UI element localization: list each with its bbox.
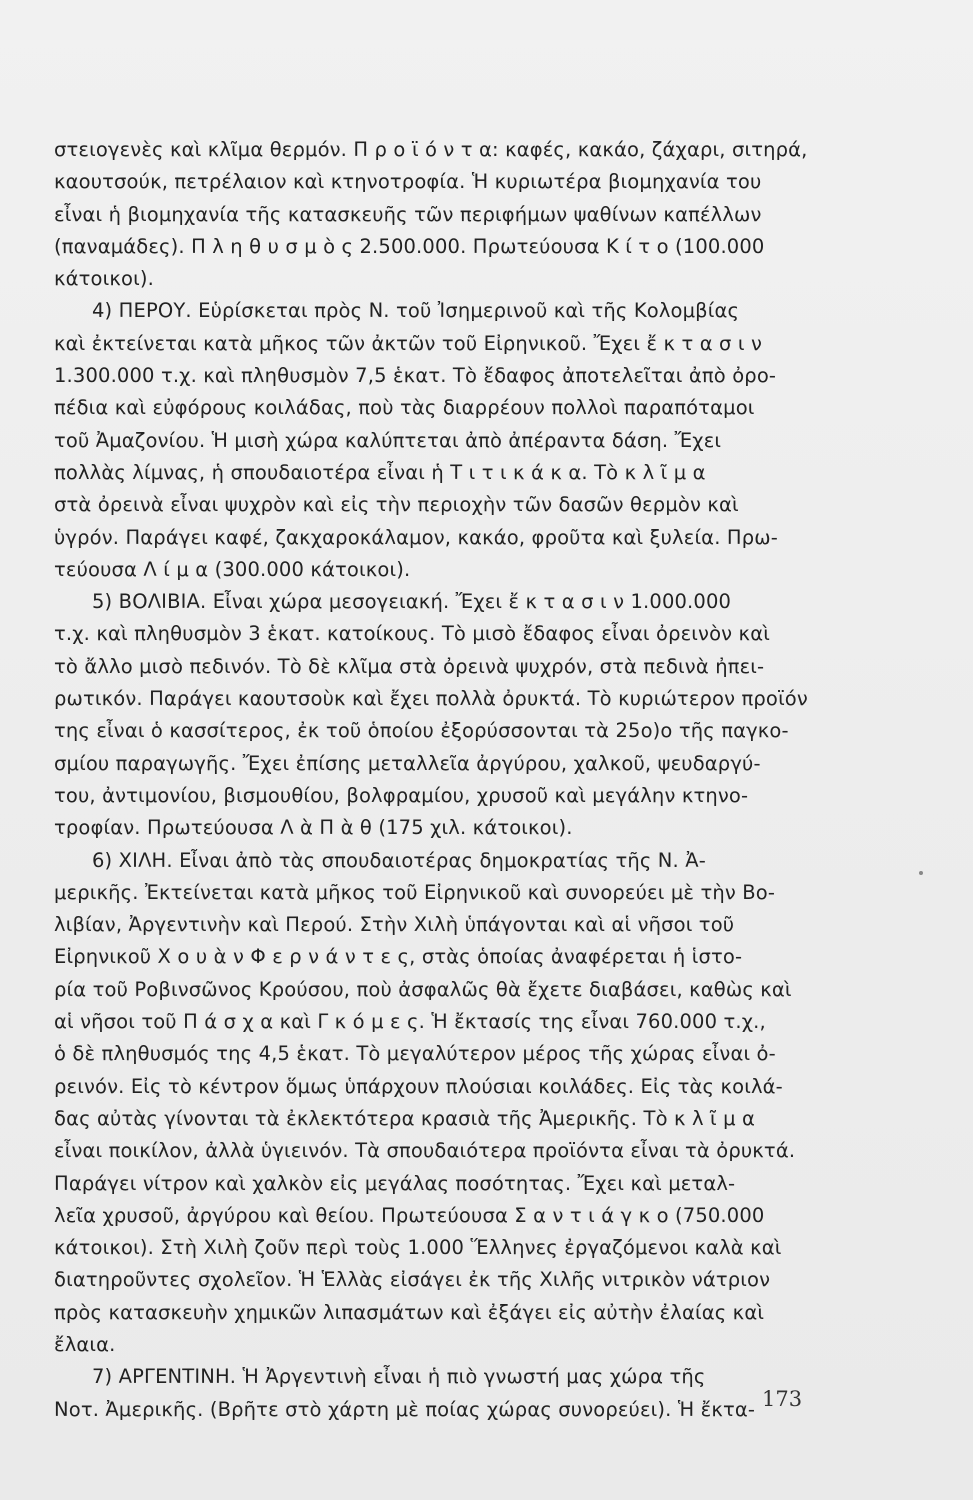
text-line: στὰ ὀρεινὰ εἶναι ψυχρὸν καὶ εἰς τὴν περιοχὴν τῶν δασῶν θερμὸν καὶ [54,493,739,517]
text-line: ὁ δὲ πληθυσμός της 4,5 ἑκατ. Τὸ μεγαλύτερον μέρος τῆς χώρας εἶναι ὀ- [54,1042,776,1066]
text-line: στειογενὲς καὶ κλῖμα θερμόν. Π ρ ο ϊ ό ν τ α: καφές, κακάο, ζάχαρι, σιτηρά, [54,138,808,161]
text-line: αἱ νῆσοι τοῦ Π ά σ χ α καὶ Γ κ ό μ ε ς. Ἡ ἔκτασίς της εἶναι 760.000 τ.χ., [54,1010,766,1034]
text-line: πέδια καὶ εὐφόρους κοιλάδας, ποὺ τὰς διαρρέουν πολλοὶ παραπόταμοι [54,396,755,420]
text-line: τ.χ. καὶ πληθυσμὸν 3 ἑκατ. κατοίκους. Τὸ μισὸ ἔδαφος εἶναι ὀρεινὸν καὶ [54,622,770,646]
text-line: του, ἀντιμονίου, βισμουθίου, βολφραμίου, χρυσοῦ καὶ μεγάλην κτηνο- [54,783,749,807]
text-line: λιβίαν, Ἀργεντινὴν καὶ Περού. Στὴν Χιλὴ ὑπάγονται καὶ αἱ νῆσοι τοῦ [54,913,735,937]
text-line: τὸ ἄλλο μισὸ πεδινόν. Τὸ δὲ κλῖμα στὰ ὀρεινὰ ψυχρόν, στὰ πεδινὰ ἠπει- [54,654,765,678]
text-line: δας αὐτὰς γίνονται τὰ ἐκλεκτότερα κρασιὰ τῆς Ἀμερικῆς. Τὸ κ λ ῖ μ α [54,1106,756,1130]
text-line: κάτοικοι). Στὴ Χιλὴ ζοῦν περὶ τοὺς 1.000 Ἕλληνες ἐργαζόμενοι καλὰ καὶ [54,1236,782,1260]
text-line: ρία τοῦ Ροβινσῶνος Κρούσου, ποὺ ἀσφαλῶς θὰ ἔχετε διαβάσει, καθὼς καὶ [54,977,792,1001]
text-line: ὑγρόν. Παράγει καφέ, ζακχαροκάλαμον, κακάο, φροῦτα καὶ ξυλεία. Πρω- [54,525,778,549]
paper-speck [919,871,923,875]
text-line: τροφίαν. Πρωτεύουσα Λ ὰ Π ὰ θ (175 χιλ. κάτοικοι). [54,816,573,840]
text-line: εἶναι ἡ βιομηχανία τῆς κατασκευῆς τῶν περιφήμων ψαθίνων καπέλλων [54,202,762,226]
text-line: πολλὰς λίμνας, ἡ σπουδαιοτέρα εἶναι ἡ Τ ι τ ι κ ά κ α. Τὸ κ λ ῖ μ α [54,460,706,484]
body-text [54,134,808,1426]
text-line: καὶ ἐκτείνεται κατὰ μῆκος τῶν ἀκτῶν τοῦ Εἰρηνικοῦ. Ἔχει ἔ κ τ α σ ι ν [54,331,763,355]
text-line: 7) ΑΡΓΕΝΤΙΝΗ. Ἡ Ἀργεντινὴ εἶναι ἡ πιὸ γνωστή μας χώρα τῆς [92,1365,706,1389]
text-line: Παράγει νίτρον καὶ χαλκὸν εἰς μεγάλας ποσότητας. Ἔχει καὶ μεταλ- [54,1171,736,1195]
text-line: 5) ΒΟΛΙΒΙΑ. Εἶναι χώρα μεσογειακή. Ἔχει ἔ κ τ α σ ι ν 1.000.000 [92,590,732,614]
text-line: ρεινόν. Εἰς τὸ κέντρον ὅμως ὑπάρχουν πλούσιαι κοιλάδες. Εἰς τὰς κοιλά- [54,1074,783,1098]
text-line: κάτοικοι). [54,267,154,291]
text-line: τεύουσα Λ ί μ α (300.000 κάτοικοι). [54,557,411,581]
text-line: σμίου παραγωγῆς. Ἔχει ἐπίσης μεταλλεῖα ἀργύρου, χαλκοῦ, ψευδαργύ- [54,751,761,775]
text-line: της εἶναι ὁ κασσίτερος, ἐκ τοῦ ὁποίου ἐξορύσσονται τὰ 25ο)ο τῆς παγκο- [54,719,789,743]
text-line: Νοτ. Ἀμερικῆς. (Βρῆτε στὸ χάρτη μὲ ποίας χώρας συνορεύει). Ἡ ἔκτα- [54,1397,756,1421]
page-number: 173 [762,1387,803,1411]
text-line: ἔλαια. [54,1332,116,1356]
text-line: 6) ΧΙΛΗ. Εἶναι ἀπὸ τὰς σπουδαιοτέρας δημοκρατίας τῆς Ν. Ἀ- [92,848,706,872]
text-line: 4) ΠΕΡΟΥ. Εὑρίσκεται πρὸς Ν. τοῦ Ἰσημερινοῦ καὶ τῆς Κολομβίας [92,299,740,323]
text-line: 1.300.000 τ.χ. καὶ πληθυσμὸν 7,5 ἑκατ. Τὸ ἔδαφος ἀποτελεῖται ἀπὸ ὀρο- [54,364,777,388]
text-line: διατηροῦντες σχολεῖον. Ἡ Ἑλλὰς εἰσάγει ἐκ τῆς Χιλῆς νιτρικὸν νάτριον [54,1268,771,1292]
text-line: μερικῆς. Ἐκτείνεται κατὰ μῆκος τοῦ Εἰρηνικοῦ καὶ συνορεύει μὲ τὴν Βο- [54,880,776,904]
text-line: τοῦ Ἀμαζονίου. Ἡ μισὴ χώρα καλύπτεται ἀπὸ ἀπέραντα δάση. Ἔχει [54,428,722,452]
text-line: καουτσούκ, πετρέλαιον καὶ κτηνοτροφία. Ἡ κυριωτέρα βιομηχανία του [54,170,762,194]
text-line: (παναμάδες). Π λ η θ υ σ μ ὸ ς 2.500.000. Πρωτεύουσα Κ ί τ ο (100.000 [54,234,765,258]
text-line: πρὸς κατασκευὴν χημικῶν λιπασμάτων καὶ ἐξάγει εἰς αὐτὴν ἐλαίας καὶ [54,1300,765,1324]
text-line: Εἰρηνικοῦ Χ ο υ ὰ ν Φ ε ρ ν ά ν τ ε ς, στὰς ὁποίας ἀναφέρεται ἡ ἱστο- [54,945,743,969]
text-line: εἶναι ποικίλον, ἀλλὰ ὑγιεινόν. Τὰ σπουδαιότερα προϊόντα εἶναι τὰ ὀρυκτά. [54,1139,796,1163]
text-line: λεῖα χρυσοῦ, ἀργύρου καὶ θείου. Πρωτεύουσα Σ α ν τ ι ά γ κ ο (750.000 [54,1203,765,1227]
text-line: ρωτικόν. Παράγει καουτσοὺκ καὶ ἔχει πολλὰ ὀρυκτά. Τὸ κυριώτερον προϊόν [54,687,808,711]
